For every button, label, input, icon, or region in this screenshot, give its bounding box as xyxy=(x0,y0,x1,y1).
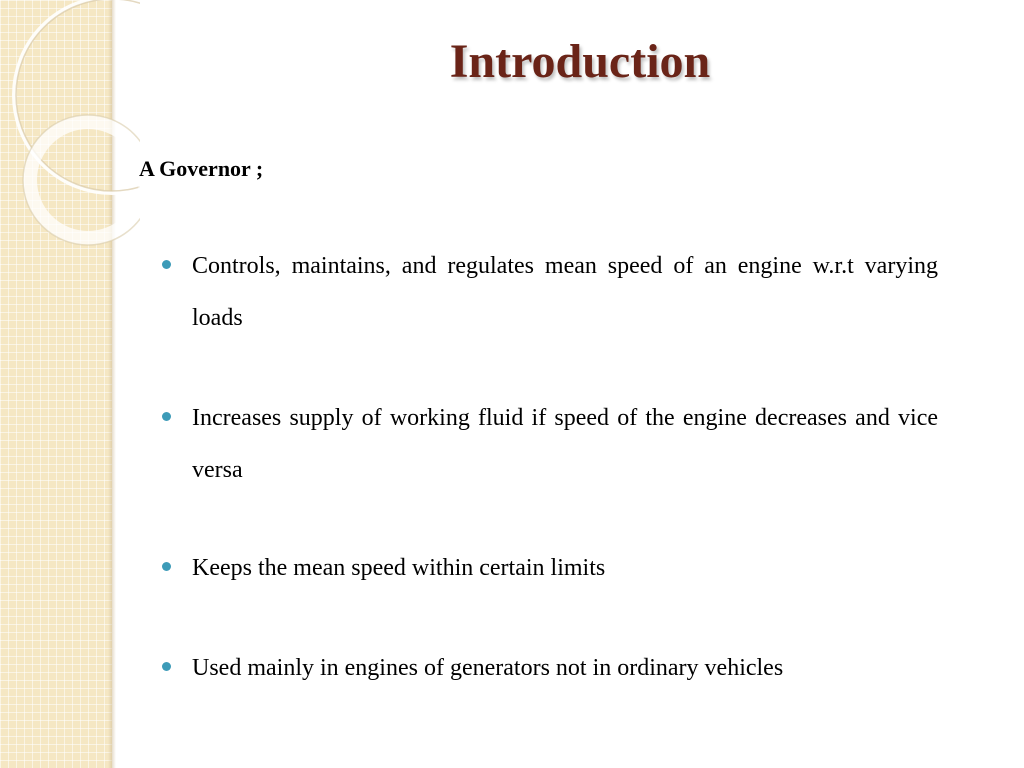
slide-subheading: A Governor ; xyxy=(139,156,264,181)
bullet-item xyxy=(160,392,938,496)
bullet-dot-icon xyxy=(162,412,171,421)
bullet-text: Controls, maintains, and regulates mean speed of an engine w.r.t varying loads xyxy=(192,253,938,331)
decorative-circles-graphic xyxy=(0,0,140,260)
slide-title: Introduction xyxy=(449,35,711,88)
bullet-list xyxy=(160,240,938,694)
bullet-item xyxy=(160,642,938,694)
bullet-text: Keeps the mean speed within certain limits xyxy=(192,555,606,581)
bullet-text: Increases supply of working fluid if speed of the engine decreases and vice versa xyxy=(192,405,938,483)
bullet-item xyxy=(160,542,938,594)
bullet-dot-icon xyxy=(162,662,171,671)
bullet-text: Used mainly in engines of generators not in ordinary vehicles xyxy=(192,655,784,681)
bullet-item xyxy=(160,240,938,344)
bullet-dot-icon xyxy=(162,260,171,269)
bullet-dot-icon xyxy=(162,562,171,571)
